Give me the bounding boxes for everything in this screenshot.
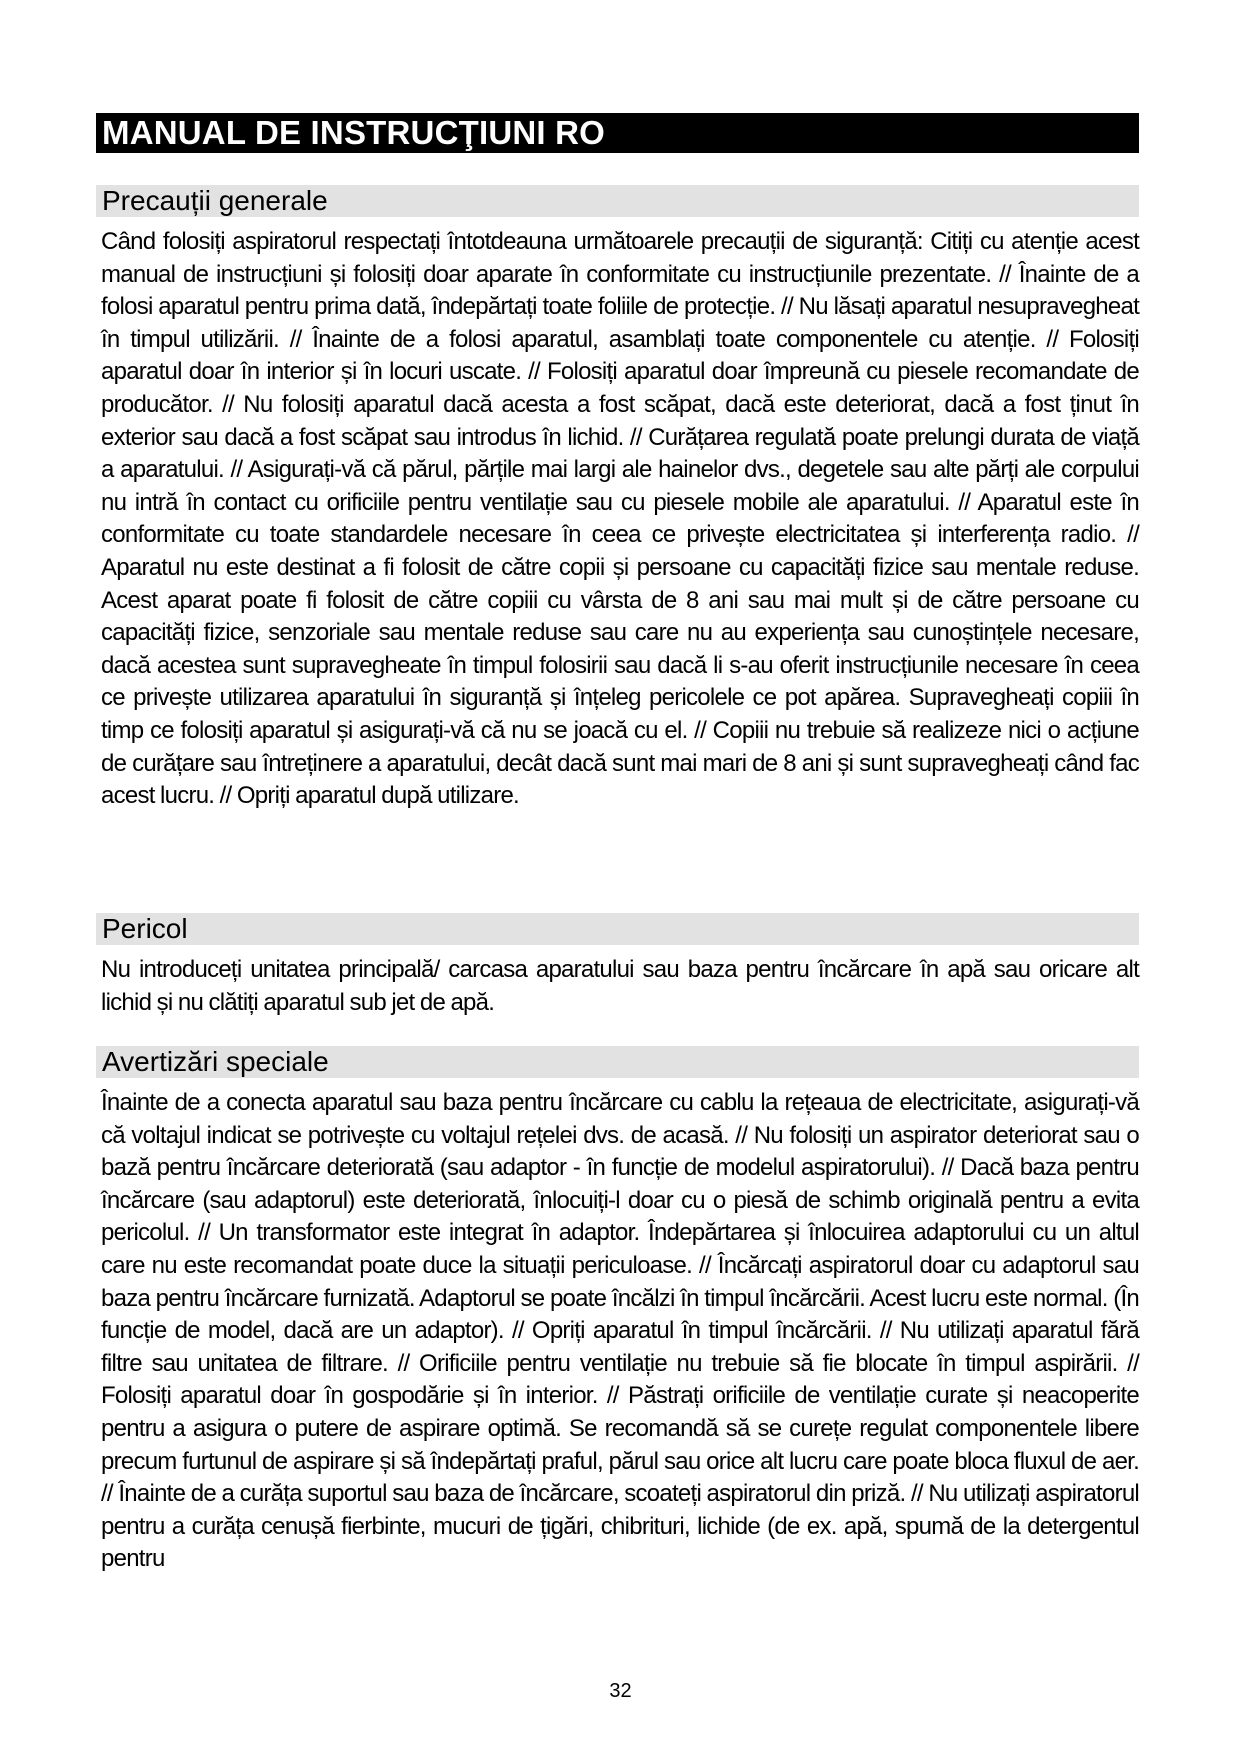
section-heading-special-warnings: Avertizări speciale	[96, 1046, 1139, 1078]
section-body-general-precautions: Când folosiți aspiratorul respectați întotdeauna următoarele precauții de siguranță: Citiți cu atenție acest manual de instrucțiuni și folosiți doar aparate în conformitate cu instrucțiunile prezentate. // Înainte de a folosi aparatul pentru prima dată, îndepărtați toate foliile de protecție. // Nu lăsați aparatul nesupravegheat în timpul utilizării. // Înainte de a folosi aparatul, asamblați toate componentele cu atenție. // Folosiți aparatul doar în interior și în locuri uscate. // Folosiți aparatul doar împreună cu piesele recomandate de producător. // Nu folosiți aparatul dacă acesta a fost scăpat, dacă este deteriorat, dacă a fost ținut în exterior sau dacă a fost scăpat sau introdus în lichid. // Curățarea regulată poate prelungi durata de viață a aparatului. // Asigurați-vă că părul, părțile mai largi ale hainelor dvs., degetele sau alte părți ale corpului nu intră în contact cu orificiile pentru ventilație sau cu piesele mobile ale aparatului. // Aparatul este în conformitate cu toate standardele necesare în ceea ce privește electricitatea și interferența radio. // Aparatul nu este destinat a fi folosit de către copii și persoane cu capacități fizice sau mentale reduse. Acest aparat poate fi folosit de către copiii cu vârsta de 8 ani sau mai mult și de către persoane cu capacități fizice, senzoriale sau mentale reduse sau care nu au experiența sau cunoștințele necesare, dacă acestea sunt supravegheate în timpul folosirii sau dacă li s-au oferit instrucțiunile necesare în ceea ce privește utilizarea aparatului în siguranță și înțeleg pericolele ce pot apărea. Supravegheați copiii în timp ce folosiți aparatul și asigurați-vă că nu se joacă cu el. // Copiii nu trebuie să realizeze nici o acțiune de curățare sau întreținere a aparatului, decât dacă sunt mai mari de 8 ani și sunt supravegheați când fac acest lucru. // Opriți aparatul după utilizare.	[101, 228, 1139, 810]
page-number: 32	[609, 1680, 632, 1702]
document-title: MANUAL DE INSTRUCŢIUNI RO	[96, 113, 1139, 153]
section-body-special-warnings: Înainte de a conecta aparatul sau baza pentru încărcare cu cablu la rețeaua de electricitate, asigurați-vă că voltajul indicat se potrivește cu voltajul rețelei dvs. de acasă. // Nu folosiți un aspirator deteriorat sau o bază pentru încărcare deteriorată (sau adaptor - în funcție de modelul aspiratorului). // Dacă baza pentru încărcare (sau adaptorul) este deteriorată, înlocuiți-l doar cu o piesă de schimb originală pentru a evita pericolul. // Un transformator este integrat în adaptor. Îndepărtarea și înlocuirea adaptorului cu un altul care nu este recomandat poate duce la situații periculoase. // Încărcați aspiratorul doar cu adaptorul sau baza pentru încărcare furnizată. Adaptorul se poate încălzi în timpul încărcării. Acest lucru este normal. (În funcție de model, dacă are un adaptor). // Opriți aparatul în timpul încărcării. // Nu utilizați aparatul fără filtre sau unitatea de filtrare. // Orificiile pentru ventilație nu trebuie să fie blocate în timpul aspirării. // Folosiți aparatul doar în gospodărie și în interior. // Păstrați orificiile de ventilație curate și neacoperite pentru a asigura o putere de aspirare optimă. Se recomandă să se curețe regulat componentele libere precum furtunul de aspirare și să îndepărtați praful, părul sau orice alt lucru care poate bloca fluxul de aer. // Înainte de a curăța suportul sau baza de încărcare, scoateți aspiratorul din priză. // Nu utilizați aspiratorul pentru a curăța cenușă fierbinte, mucuri de țigări, chibrituri, lichide (de ex. apă, spumă de la detergentul pentru	[101, 1089, 1139, 1573]
section-body-danger: Nu introduceți unitatea principală/ carcasa aparatului sau baza pentru încărcare în apă sau oricare alt lichid și nu clătiți aparatul sub jet de apă.	[101, 956, 1139, 1016]
section-heading-danger: Pericol	[96, 913, 1139, 945]
section-heading-general-precautions: Precauții generale	[96, 185, 1139, 217]
